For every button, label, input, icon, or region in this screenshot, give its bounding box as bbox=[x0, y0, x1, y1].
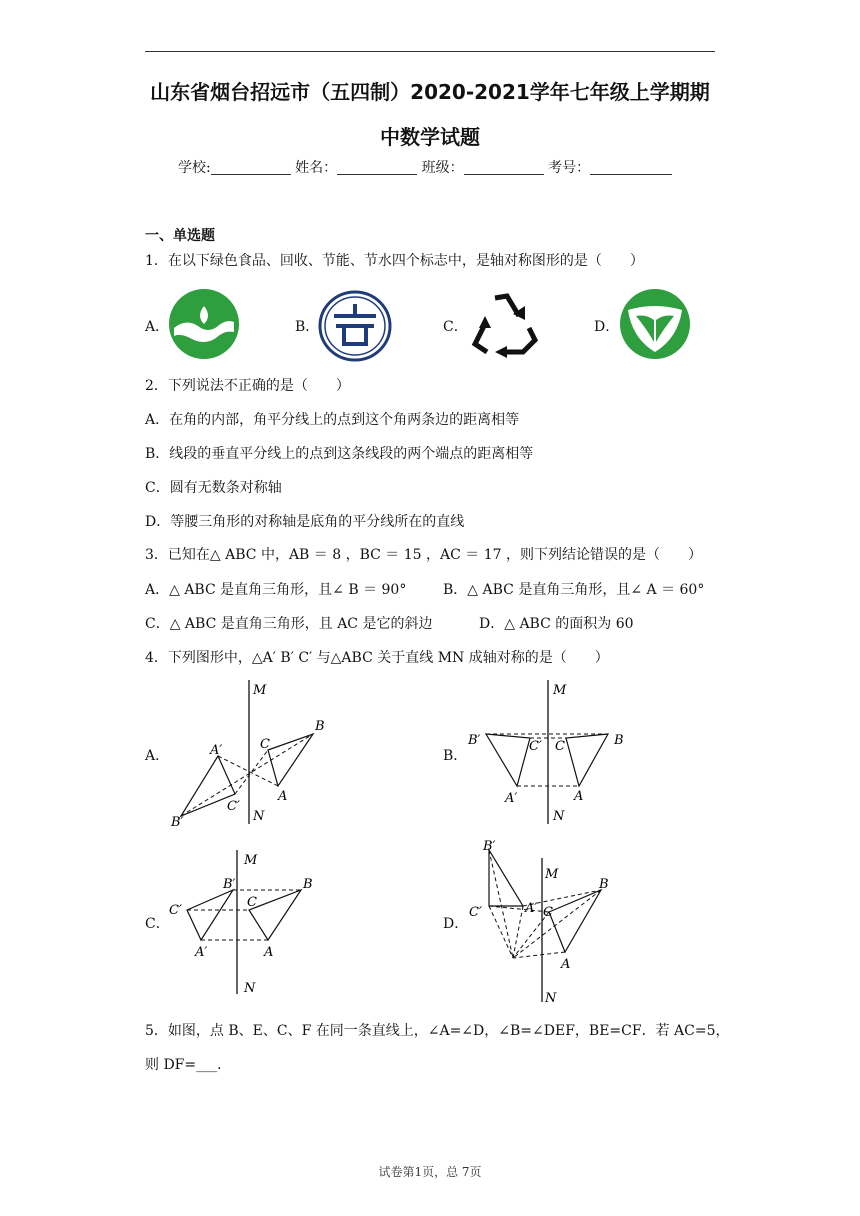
label-b: B bbox=[303, 877, 313, 892]
label-a: A bbox=[574, 789, 584, 804]
energy-saving-logo-icon bbox=[318, 290, 392, 362]
label-c-prime: C′ bbox=[529, 739, 542, 754]
q4-stem: 4．下列图形中，△A′ B′ C′ 与△ABC 关于直线 MN 成轴对称的是（ ） bbox=[145, 650, 609, 666]
label-n: N bbox=[553, 809, 565, 824]
label-a: A bbox=[278, 789, 288, 804]
label-c: C bbox=[555, 739, 565, 754]
q4-diagram-b bbox=[462, 678, 634, 826]
name-blank bbox=[337, 160, 417, 175]
label-c: C bbox=[260, 737, 270, 752]
q4-option-d-label: D． bbox=[443, 916, 469, 932]
q2-option-a: A．在角的内部，角平分线上的点到这个角两条边的距离相等 bbox=[145, 412, 520, 428]
school-blank bbox=[211, 160, 291, 175]
q3-option-b: B．△ ABC 是直角三角形，且∠ A ＝ 60° bbox=[443, 582, 705, 598]
q5-line1: 5．如图，点 B、E、C、F 在同一条直线上，∠A=∠D，∠B=∠DEF，BE=CF．若 AC=5， bbox=[145, 1023, 730, 1039]
q2-option-b: B．线段的垂直平分线上的点到这条线段的两个端点的距离相等 bbox=[145, 446, 534, 462]
q1-stem: 1．在以下绿色食品、回收、节能、节水四个标志中，是轴对称图形的是（ ） bbox=[145, 253, 644, 269]
label-b-prime: B′ bbox=[223, 877, 236, 892]
class-blank bbox=[464, 160, 544, 175]
label-c: C bbox=[543, 905, 553, 920]
q2-option-c: C．圆有无数条对称轴 bbox=[145, 480, 282, 496]
label-b: B bbox=[599, 877, 609, 892]
label-c-prime: C′ bbox=[169, 903, 182, 918]
label-a: A bbox=[264, 945, 274, 960]
name-label: 姓名： bbox=[295, 160, 338, 176]
q4-option-b-label: B． bbox=[443, 748, 468, 764]
label-b-prime: B′ bbox=[171, 815, 184, 830]
label-b-prime: B′ bbox=[468, 733, 481, 748]
q3-option-c: C．△ ABC 是直角三角形，且 AC 是它的斜边 bbox=[145, 616, 433, 632]
label-a-prime: A′ bbox=[525, 901, 538, 916]
label-b: B bbox=[315, 719, 325, 734]
page-title-line2: 中数学试题 bbox=[380, 125, 480, 149]
label-c-prime: C′ bbox=[227, 799, 240, 814]
q4-diagram-a bbox=[165, 678, 335, 830]
q3-option-a: A．△ ABC 是直角三角形，且∠ B ＝ 90° bbox=[145, 582, 407, 598]
q1-option-a-label: A． bbox=[145, 319, 170, 335]
green-food-logo-icon bbox=[168, 288, 240, 360]
water-saving-logo-icon bbox=[618, 288, 692, 360]
header-rule bbox=[145, 51, 715, 52]
label-a-prime: A′ bbox=[210, 743, 223, 758]
q4-option-c-label: C． bbox=[145, 916, 170, 932]
label-b: B bbox=[614, 733, 624, 748]
exam-no-label: 考号： bbox=[548, 160, 591, 176]
label-m: M bbox=[253, 683, 267, 698]
class-label: 班级： bbox=[421, 160, 464, 176]
label-c: C bbox=[247, 895, 257, 910]
label-n: N bbox=[253, 809, 265, 824]
q2-option-d: D．等腰三角形的对称轴是底角的平分线所在的直线 bbox=[145, 514, 465, 530]
label-m: M bbox=[545, 867, 559, 882]
q3-option-d: D．△ ABC 的面积为 60 bbox=[479, 616, 634, 632]
q4-diagram-c bbox=[165, 848, 335, 996]
recycle-logo-icon bbox=[467, 288, 541, 360]
q4-option-a-label: A． bbox=[145, 748, 170, 764]
q1-option-d-label: D． bbox=[594, 319, 620, 335]
label-b-prime: B′ bbox=[483, 839, 496, 854]
label-m: M bbox=[244, 853, 258, 868]
q4-diagram-d bbox=[465, 836, 635, 1006]
label-n: N bbox=[545, 991, 557, 1006]
label-a-prime: A′ bbox=[505, 791, 518, 806]
label-m: M bbox=[553, 683, 567, 698]
school-label: 学校: bbox=[178, 160, 211, 176]
label-n: N bbox=[244, 981, 256, 996]
q2-stem: 2．下列说法不正确的是（ ） bbox=[145, 378, 350, 394]
q5-line2: 则 DF=___． bbox=[145, 1057, 232, 1073]
q1-option-c-label: C． bbox=[443, 319, 468, 335]
section-heading: 一、单选题 bbox=[145, 228, 215, 244]
label-c-prime: C′ bbox=[469, 905, 482, 920]
label-a-prime: A′ bbox=[195, 945, 208, 960]
student-info bbox=[178, 157, 672, 177]
page-footer: 试卷第1页，总 7页 bbox=[378, 1165, 482, 1179]
page-title-line1: 山东省烟台招远市（五四制）2020-2021学年七年级上学期期 bbox=[150, 80, 710, 104]
exam-no-blank bbox=[590, 160, 672, 175]
q3-stem: 3．已知在△ ABC 中，AB ＝ 8 ，BC ＝ 15 ，AC ＝ 17 ，则下列结论错误的是（ ） bbox=[145, 547, 703, 563]
label-a: A bbox=[561, 957, 571, 972]
q1-option-b-label: B． bbox=[295, 319, 320, 335]
